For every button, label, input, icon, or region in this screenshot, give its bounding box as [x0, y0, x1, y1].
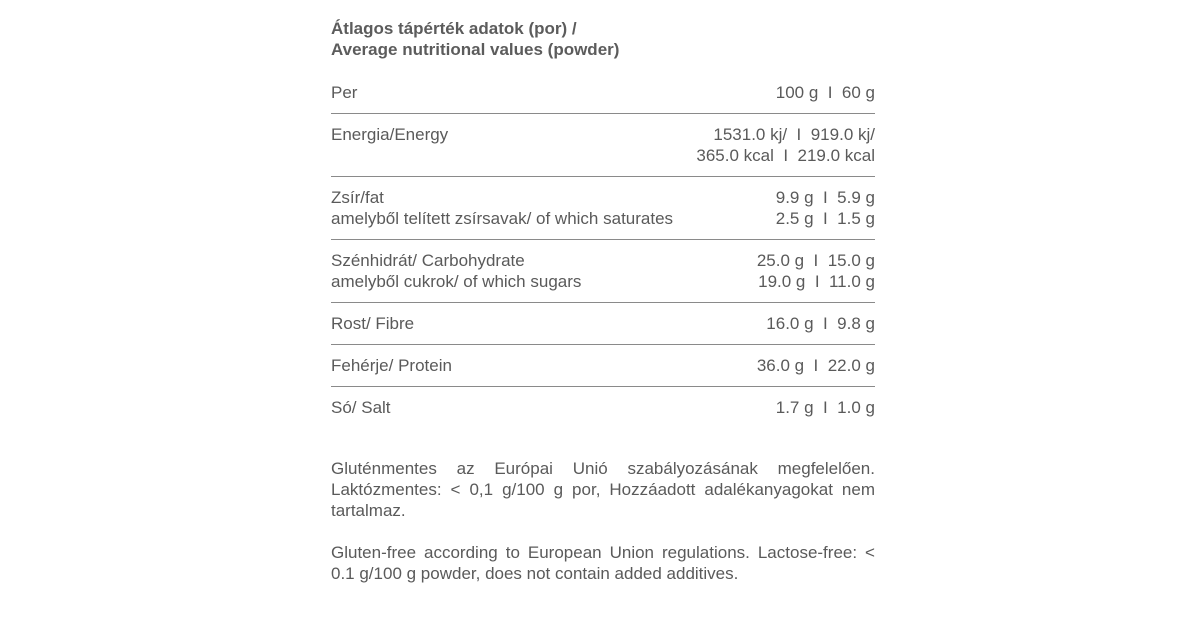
row-value: 36.0 g I 22.0 g	[756, 356, 875, 375]
title-line-hu: Átlagos tápérték adatok (por) /	[331, 19, 577, 38]
row-sublabel: amelyből telített zsírsavak/ of which saturates	[331, 209, 674, 228]
row-value: 100 g I 60 g	[775, 83, 875, 102]
row-label: Só/ Salt	[331, 398, 391, 417]
row-fibre	[331, 303, 875, 345]
row-label: Szénhidrát/ Carbohydrate	[331, 251, 525, 270]
row-label: Zsír/fat	[331, 188, 384, 207]
row-carbohydrate	[331, 240, 875, 303]
nutrition-title	[331, 18, 875, 60]
row-salt	[331, 387, 875, 428]
row-value: 1531.0 kj/ I 919.0 kj/	[713, 125, 875, 144]
row-value: 2.5 g I 1.5 g	[775, 209, 875, 228]
row-value: 19.0 g I 11.0 g	[758, 272, 875, 291]
row-value: 9.9 g I 5.9 g	[775, 188, 875, 207]
row-label: Energia/Energy	[331, 125, 449, 144]
row-value: 16.0 g I 9.8 g	[766, 314, 875, 333]
notes	[331, 458, 875, 584]
note-hungarian: Gluténmentes az Európai Unió szabályozásának megfelelően. Laktózmentes: < 0,1 g/100 g por, Hozzáadott adalékanyagokat nem tartalmaz.	[331, 459, 875, 520]
nutrition-table	[331, 80, 875, 428]
row-value: 365.0 kcal I 219.0 kcal	[696, 146, 875, 165]
row-protein	[331, 345, 875, 387]
row-label: Fehérje/ Protein	[331, 356, 452, 375]
row-label: Per	[331, 83, 358, 102]
note-english: Gluten-free according to European Union regulations. Lactose-free: < 0.1 g/100 g powder, does not contain added additives.	[331, 543, 875, 583]
row-energy	[331, 114, 875, 177]
row-fat	[331, 177, 875, 240]
row-value: 1.7 g I 1.0 g	[775, 398, 875, 417]
title-line-en: Average nutritional values (powder)	[331, 40, 620, 59]
row-sublabel: amelyből cukrok/ of which sugars	[331, 272, 582, 291]
row-value: 25.0 g I 15.0 g	[756, 251, 875, 270]
nutrition-panel	[331, 18, 875, 605]
row-per	[331, 80, 875, 114]
row-label: Rost/ Fibre	[331, 314, 415, 333]
